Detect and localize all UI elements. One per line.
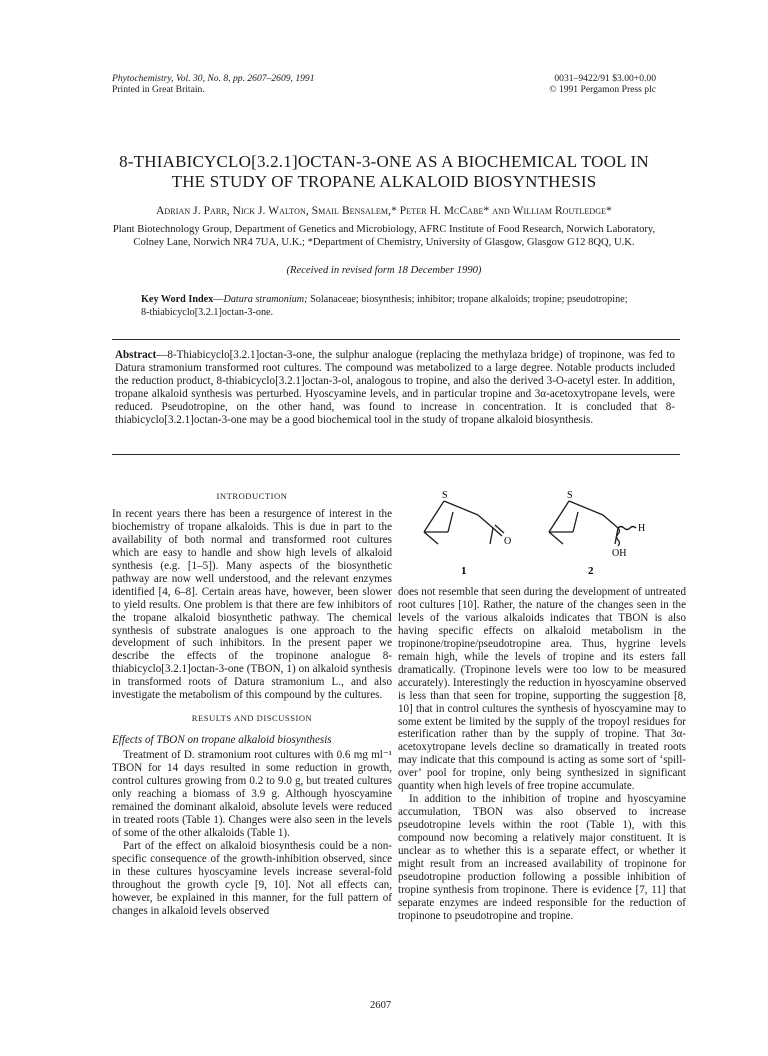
title-line-1: 8-THIABICYCLO[3.2.1]OCTAN-3-ONE AS A BIOCHEMICAL TOOL IN xyxy=(119,152,649,171)
section-subheading: Effects of TBON on tropane alkaloid biosynthesis xyxy=(112,734,332,747)
journal-citation: Phytochemistry, Vol. 30, No. 8, pp. 2607–2609, 1991 xyxy=(112,73,315,84)
abstract-label: Abstract xyxy=(115,349,157,361)
structure-1-label: 1 xyxy=(461,565,467,577)
structure-2-hydrogen-atom: H xyxy=(638,523,646,534)
abstract-bottom-rule xyxy=(112,454,680,455)
affiliations xyxy=(84,223,684,249)
received-date: (Received in revised form 18 December 1990) xyxy=(286,265,482,276)
structure-2-sulfur-atom: S xyxy=(567,490,573,501)
results-paragraph-1: Treatment of D. stramonium root cultures with 0.6 mg ml⁻¹ TBON for 14 days resulted in some reduction in growth, control cultures growing from 0.2 to 9.0 g, but treated cultures only reaching a biomass of 3.9 g. Although hyoscyamine remained the dominant alkaloid, absolute levels were reduced in treated roots (Table 1). Changes were also seen in the levels of some of the other alkaloids (Table 1). xyxy=(112,749,392,839)
discussion-paragraph-2: In addition to the inhibition of tropine and hyoscyamine accumulation, TBON was also observed to increase pseudotropine levels within the root (Table 1), with this compound now becoming a relatively major constituent. It is unclear as to whether this is a separate effect, or whether it might result from an increased availability of tropinone for pseudotropine production following a possible inhibition of tropine synthesis from tropinone. There is evidence [7, 11] that separate enzymes are indeed responsible for the reduction of tropinone to pseudotropine and tropine. xyxy=(398,793,686,922)
keyword-index: Key Word Index—Datura stramonium; Solanaceae; biosynthesis; inhibitor; tropane alkaloids; tropine; pseudotropine; 8-thiabicyclo[3.2.1]octan-3-one. xyxy=(141,294,628,318)
introduction-heading: INTRODUCTION xyxy=(216,491,288,501)
structure-1-oxygen-atom: O xyxy=(504,536,512,547)
structures-figure xyxy=(398,484,688,582)
affiliation-line-1: Plant Biotechnology Group, Department of Genetics and Microbiology, AFRC Institute of Food Research, Norwich Laboratory, xyxy=(112,224,656,235)
price-code: 0031–9422/91 $3.00+0.00 xyxy=(554,73,656,84)
introduction-paragraph: In recent years there has been a resurgence of interest in the biochemistry of tropane alkaloids. This is due in part to the availability of both normal and transformed root cultures which are easy to handle and show high levels of alkaloid synthesis (e.g. [1–5]). Many aspects of the biosynthetic pathway are now well understood, and the relevant enzymes identified [4, 6–8]. Certain areas have, however, been slower to yield results. One problem is that there are few inhibitors of the tropane alkaloid biosynthetic pathway. The chemical synthesis of substrate analogues is one approach to the development of such inhibitors. In the present paper we describe the effects of the tropinone analogue 8-thiabicyclo[3.2.1]octan-3-one (TBON, 1) on alkaloid synthesis in transformed roots of Datura stramonium L., and also investigate the metabolism of this compound by the cultures. xyxy=(112,507,392,702)
keyword-label: Key Word Index xyxy=(141,294,214,305)
structure-1-sulfur-atom: S xyxy=(442,490,448,501)
abstract-text: 8-Thiabicyclo[3.2.1]octan-3-one, the sulphur analogue (replacing the methylaza bridge) of tropinone, was fed to Datura stramonium transformed root cultures. The compound was metabolized to a large degree. Notable products included the reduction product, 8-thiabicyclo[3.2.1]octan-3-ol, analogous to tropine, and also the derived 3-O-acetyl ester. In addition, tropane alkaloid synthesis was perturbed. Hyoscyamine levels, and in particular tropine and 3α-acetoxytropane levels, were reduced. Pseudotropine, on the other hand, was found to increase in concentration. It is concluded that 8-thiabicyclo[3.2.1]octan-3-one may be a good biochemical tool in the study of tropane alkaloid biosynthesis. xyxy=(115,349,675,426)
page-number: 2607 xyxy=(370,1000,392,1011)
results-paragraph-2: Part of the effect on alkaloid biosynthesis could be a non-specific consequence of the growth-inhibition observed, since in these cultures hyoscyamine levels increase several-fold throughout the growth cycle [9, 10]. Not all effects can, however, be explained in this manner, for the full pattern of changes in alkaloid levels observed xyxy=(112,839,392,917)
keyword-list: Solanaceae; biosynthesis; inhibitor; tropane alkaloids; tropine; pseudotropine; 8-thiabicyclo[3.2.1]octan-3-one. xyxy=(141,294,628,318)
keyword-species: Datura stramonium; xyxy=(223,294,308,305)
right-column xyxy=(398,586,686,923)
printed-in: Printed in Great Britain. xyxy=(112,84,205,96)
running-header-left xyxy=(112,73,315,95)
structure-2-label: 2 xyxy=(588,565,594,577)
abstract-top-rule xyxy=(112,339,680,340)
abstract: Abstract—8-Thiabicyclo[3.2.1]octan-3-one, the sulphur analogue (replacing the methylaza bridge) of tropinone, was fed to Datura stramonium transformed root cultures. The compound was metabolized to a large degree. Notable products included the reduction product, 8-thiabicyclo[3.2.1]octan-3-ol, analogous to tropine, and also the derived 3-O-acetyl ester. In addition, tropane alkaloid synthesis was perturbed. Hyoscyamine levels, and in particular tropine and 3α-acetoxytropane levels, were reduced. Pseudotropine, on the other hand, was found to increase in concentration. It is concluded that 8-thiabicyclo[3.2.1]octan-3-one may be a good biochemical tool in the study of tropane alkaloid biosynthesis. xyxy=(115,349,675,426)
title-line-2: THE STUDY OF TROPANE ALKALOID BIOSYNTHESIS xyxy=(171,172,597,191)
left-column xyxy=(112,490,392,918)
structure-2-hydroxyl-group: OH xyxy=(612,548,627,559)
author-list: Adrian J. Parr, Nick J. Walton, Smail Bensalem,* Peter H. McCabe* and William Routledge* xyxy=(156,205,612,217)
affiliation-line-2: Colney Lane, Norwich NR4 7UA, U.K.; *Department of Chemistry, University of Glasgow, Glasgow G12 8QQ, U.K. xyxy=(133,237,635,248)
structure-1-bonds xyxy=(424,501,504,544)
copyright: © 1991 Pergamon Press plc xyxy=(549,84,656,96)
structure-2-bonds xyxy=(549,501,636,546)
paper-title xyxy=(60,152,708,192)
results-heading: RESULTS AND DISCUSSION xyxy=(191,713,313,724)
discussion-paragraph-1: does not resemble that seen during the development of untreated root cultures [10]. Rather, the nature of the changes seen in the levels of the various alkaloids indicates that TBON is also having specific effects on alkaloid metabolism in the tropinone/tropine/pseudotropine area. Thus, hygrine levels remain high, while the levels of tropine and its esters fall dramatically. (Tropinone levels were too low to be measured accurately). Interestingly the reduction in hyoscyamine observed is less than that seen for tropine, supporting the suggestion [8, 10] that in control cultures the synthesis of hyoscyamine may to some extent be limited by the supply of the tropoyl residues for esterification rather than by the supply of tropine. That 3α-acetoxytropane levels decline so dramatically in treated roots may indicate that this compound is acting as some sort of ‘spill-over’ pool for tropine, only being synthesized in significant quantity when high levels of free tropine accumulate. xyxy=(398,586,686,793)
running-header-right xyxy=(549,73,656,95)
